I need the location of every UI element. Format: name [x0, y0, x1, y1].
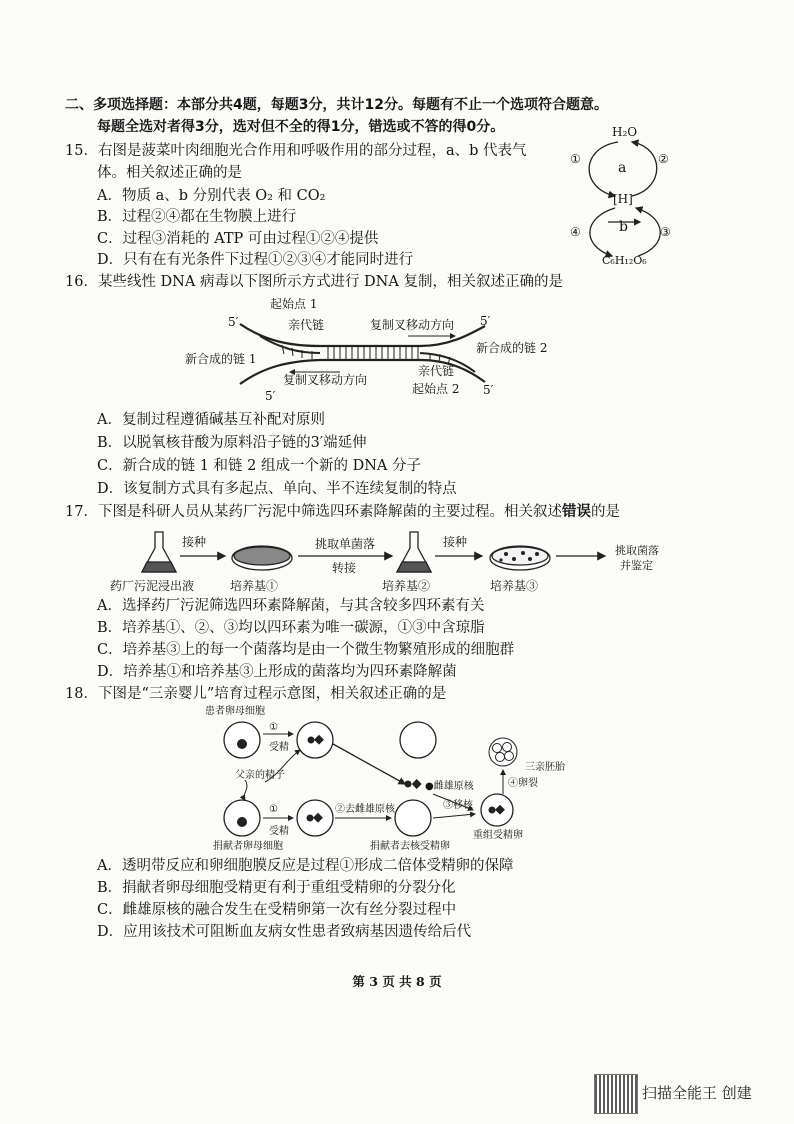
fork-direction-label-a: 复制叉移动方向: [370, 318, 455, 332]
q17-end-step-1: 挑取菌落: [615, 544, 659, 557]
dish-3-icon: [490, 546, 550, 570]
q17-dish-1-label: 培养基①: [230, 579, 279, 593]
q17-stem-post: 的是: [590, 504, 620, 520]
page-footer: 第 3 页 共 8 页: [352, 974, 442, 989]
q18-option-a: A．透明带反应和卵细胞膜反应是过程①形成二倍体受精卵的保障: [97, 858, 514, 874]
pronuclei-label: ●雌雄原核: [425, 781, 474, 792]
q17-pick-colony: 挑取单菌落: [315, 537, 376, 551]
five-prime-label-bl: 5′: [265, 389, 276, 403]
q17-dish-3-label: 培养基③: [490, 579, 539, 593]
q18-three-parent-diagram: [205, 704, 565, 852]
q18-fert-bottom: 受精: [269, 826, 289, 837]
q18-step-1-top: ①: [269, 722, 278, 733]
q15-glucose-label: C₆H₁₂O₆: [602, 254, 647, 267]
q15-stem: 15．右图是菠菜叶肉细胞光合作用和呼吸作用的部分过程，a、b 代表气: [65, 143, 527, 159]
q17-stem-emphasis: 错误: [561, 503, 591, 520]
q18-fert-top: 受精: [269, 742, 289, 753]
five-prime-label-br: 5′: [483, 383, 494, 397]
patient-egg-label: 患者卵母细胞: [205, 706, 265, 717]
q16-option-a: A．复制过程遵循碱基互补配对原则: [97, 412, 325, 428]
origin2-label: 起始点 2: [412, 382, 460, 396]
q16-dna-diagram: [180, 296, 560, 402]
section-title: 二、多项选择题：本部分共4题，每题3分，共计12分。每题有不止一个选项符合题意。: [65, 97, 608, 113]
q17-inoculate-1: 接种: [182, 535, 207, 549]
dish-1-icon: [232, 546, 292, 570]
q15-stem-cont: 体。相关叙述正确的是: [97, 165, 242, 181]
q17-option-c: C．培养基③上的每一个菌落均是由一个微生物繁殖形成的细胞群: [97, 642, 515, 658]
q18-option-d: D．应用该技术可阻断血友病女性患者致病基因遗传给后代: [97, 924, 472, 940]
q17-stem-pre: 17．下图是科研人员从某药厂污泥中筛选四环素降解菌的主要过程。相关叙述: [65, 504, 562, 520]
donor-enucleated-zygote: [395, 800, 431, 836]
donor-zygote-label: 捐献者去核受精卵: [370, 841, 450, 852]
q15-process-2: ②: [658, 152, 669, 166]
q15-gas-b: b: [619, 219, 628, 235]
q18-step-1-bottom: ①: [269, 804, 278, 815]
q17-option-a: A．选择药厂污泥筛选四环素降解菌，与其含较多四环素有关: [97, 598, 485, 614]
q18-option-b: B．捐献者卵母细胞受精更有利于重组受精卵的分裂分化: [97, 880, 456, 896]
flask-1-icon: [142, 532, 176, 572]
q17-transfer: 转接: [332, 561, 357, 575]
q17-flask-2-label: 培养基②: [382, 579, 431, 593]
q17-option-b: B．培养基①、②、③均以四环素为唯一碳源，①③中含琼脂: [97, 620, 485, 636]
q17-end-step-2: 并鉴定: [620, 559, 653, 572]
q15-h2o-label: H₂O: [612, 125, 638, 139]
q15-diagram: [560, 118, 700, 268]
q15-option-a: A．物质 a、b 分别代表 O₂ 和 CO₂: [97, 188, 326, 204]
flask-2-icon: [397, 532, 431, 572]
q16-option-d: D．该复制方式具有多起点、单向、半不连续复制的特点: [97, 481, 457, 497]
q16-option-b: B．以脱氧核苷酸为原料沿子链的3′端延伸: [97, 435, 367, 451]
q17-inoculate-2: 接种: [443, 535, 468, 549]
three-parent-embryo-label: 三亲胚胎: [525, 762, 565, 773]
q17-flask-1-label: 药厂污泥浸出液: [110, 579, 195, 593]
q15-option-c: C．过程③消耗的 ATP 可由过程①②④提供: [97, 231, 379, 247]
new-strand-1-label: 新合成的链 1: [185, 352, 257, 366]
qr-code-icon: [594, 1074, 638, 1114]
q15-option-b: B．过程②④都在生物膜上进行: [97, 209, 297, 225]
q18-step-3: ③移核: [443, 800, 473, 811]
parent-strand-label-a: 亲代链: [288, 318, 325, 332]
fork-direction-label-b: 复制叉移动方向: [283, 373, 368, 387]
q17-process-diagram: [110, 524, 690, 596]
q15-h-label: [H]: [613, 192, 633, 206]
q15-process-1: ①: [570, 152, 581, 166]
watermark-text: 扫描全能王 创建: [642, 1084, 752, 1102]
q15-option-d: D．只有在有光条件下过程①②③④才能同时进行: [97, 252, 414, 268]
reconstructed-zygote-label: 重组受精卵: [473, 830, 523, 841]
q17-stem: [65, 502, 620, 522]
q16-option-c: C．新合成的链 1 和链 2 组成一个新的 DNA 分子: [97, 458, 421, 474]
scanner-watermark: [594, 1074, 774, 1114]
embryo-icon: [489, 738, 517, 766]
q15-gas-a: a: [618, 160, 627, 176]
q18-stem: 18．下图是“三亲婴儿”培育过程示意图，相关叙述正确的是: [65, 686, 447, 702]
q15-process-4: ④: [570, 225, 581, 239]
q18-step-2: ②去雌雄原核: [335, 804, 395, 815]
five-prime-label-tr: 5′: [480, 314, 491, 328]
q17-option-d: D．培养基①和培养基③上形成的菌落均为四环素降解菌: [97, 664, 457, 680]
section-scoring: 每题全选对者得3分，选对但不全的得1分，错选或不答的得0分。: [97, 119, 505, 135]
q15-process-3: ③: [660, 225, 671, 239]
donor-egg-label: 捐献者卵母细胞: [213, 841, 283, 852]
q16-stem: 16．某些线性 DNA 病毒以下图所示方式进行 DNA 复制，相关叙述正确的是: [65, 274, 563, 290]
father-sperm-label: 父亲的精子: [235, 770, 285, 781]
enucleated-patient-zygote: [400, 722, 436, 758]
origin1-label: 起始点 1: [270, 297, 318, 311]
parent-strand-label-b: 亲代链: [418, 364, 455, 378]
five-prime-label-tl: 5′: [228, 315, 239, 329]
q18-option-c: C．雌雄原核的融合发生在受精卵第一次有丝分裂过程中: [97, 902, 457, 918]
q18-step-4: ④卵裂: [508, 778, 538, 789]
new-strand-2-label: 新合成的链 2: [476, 341, 548, 355]
